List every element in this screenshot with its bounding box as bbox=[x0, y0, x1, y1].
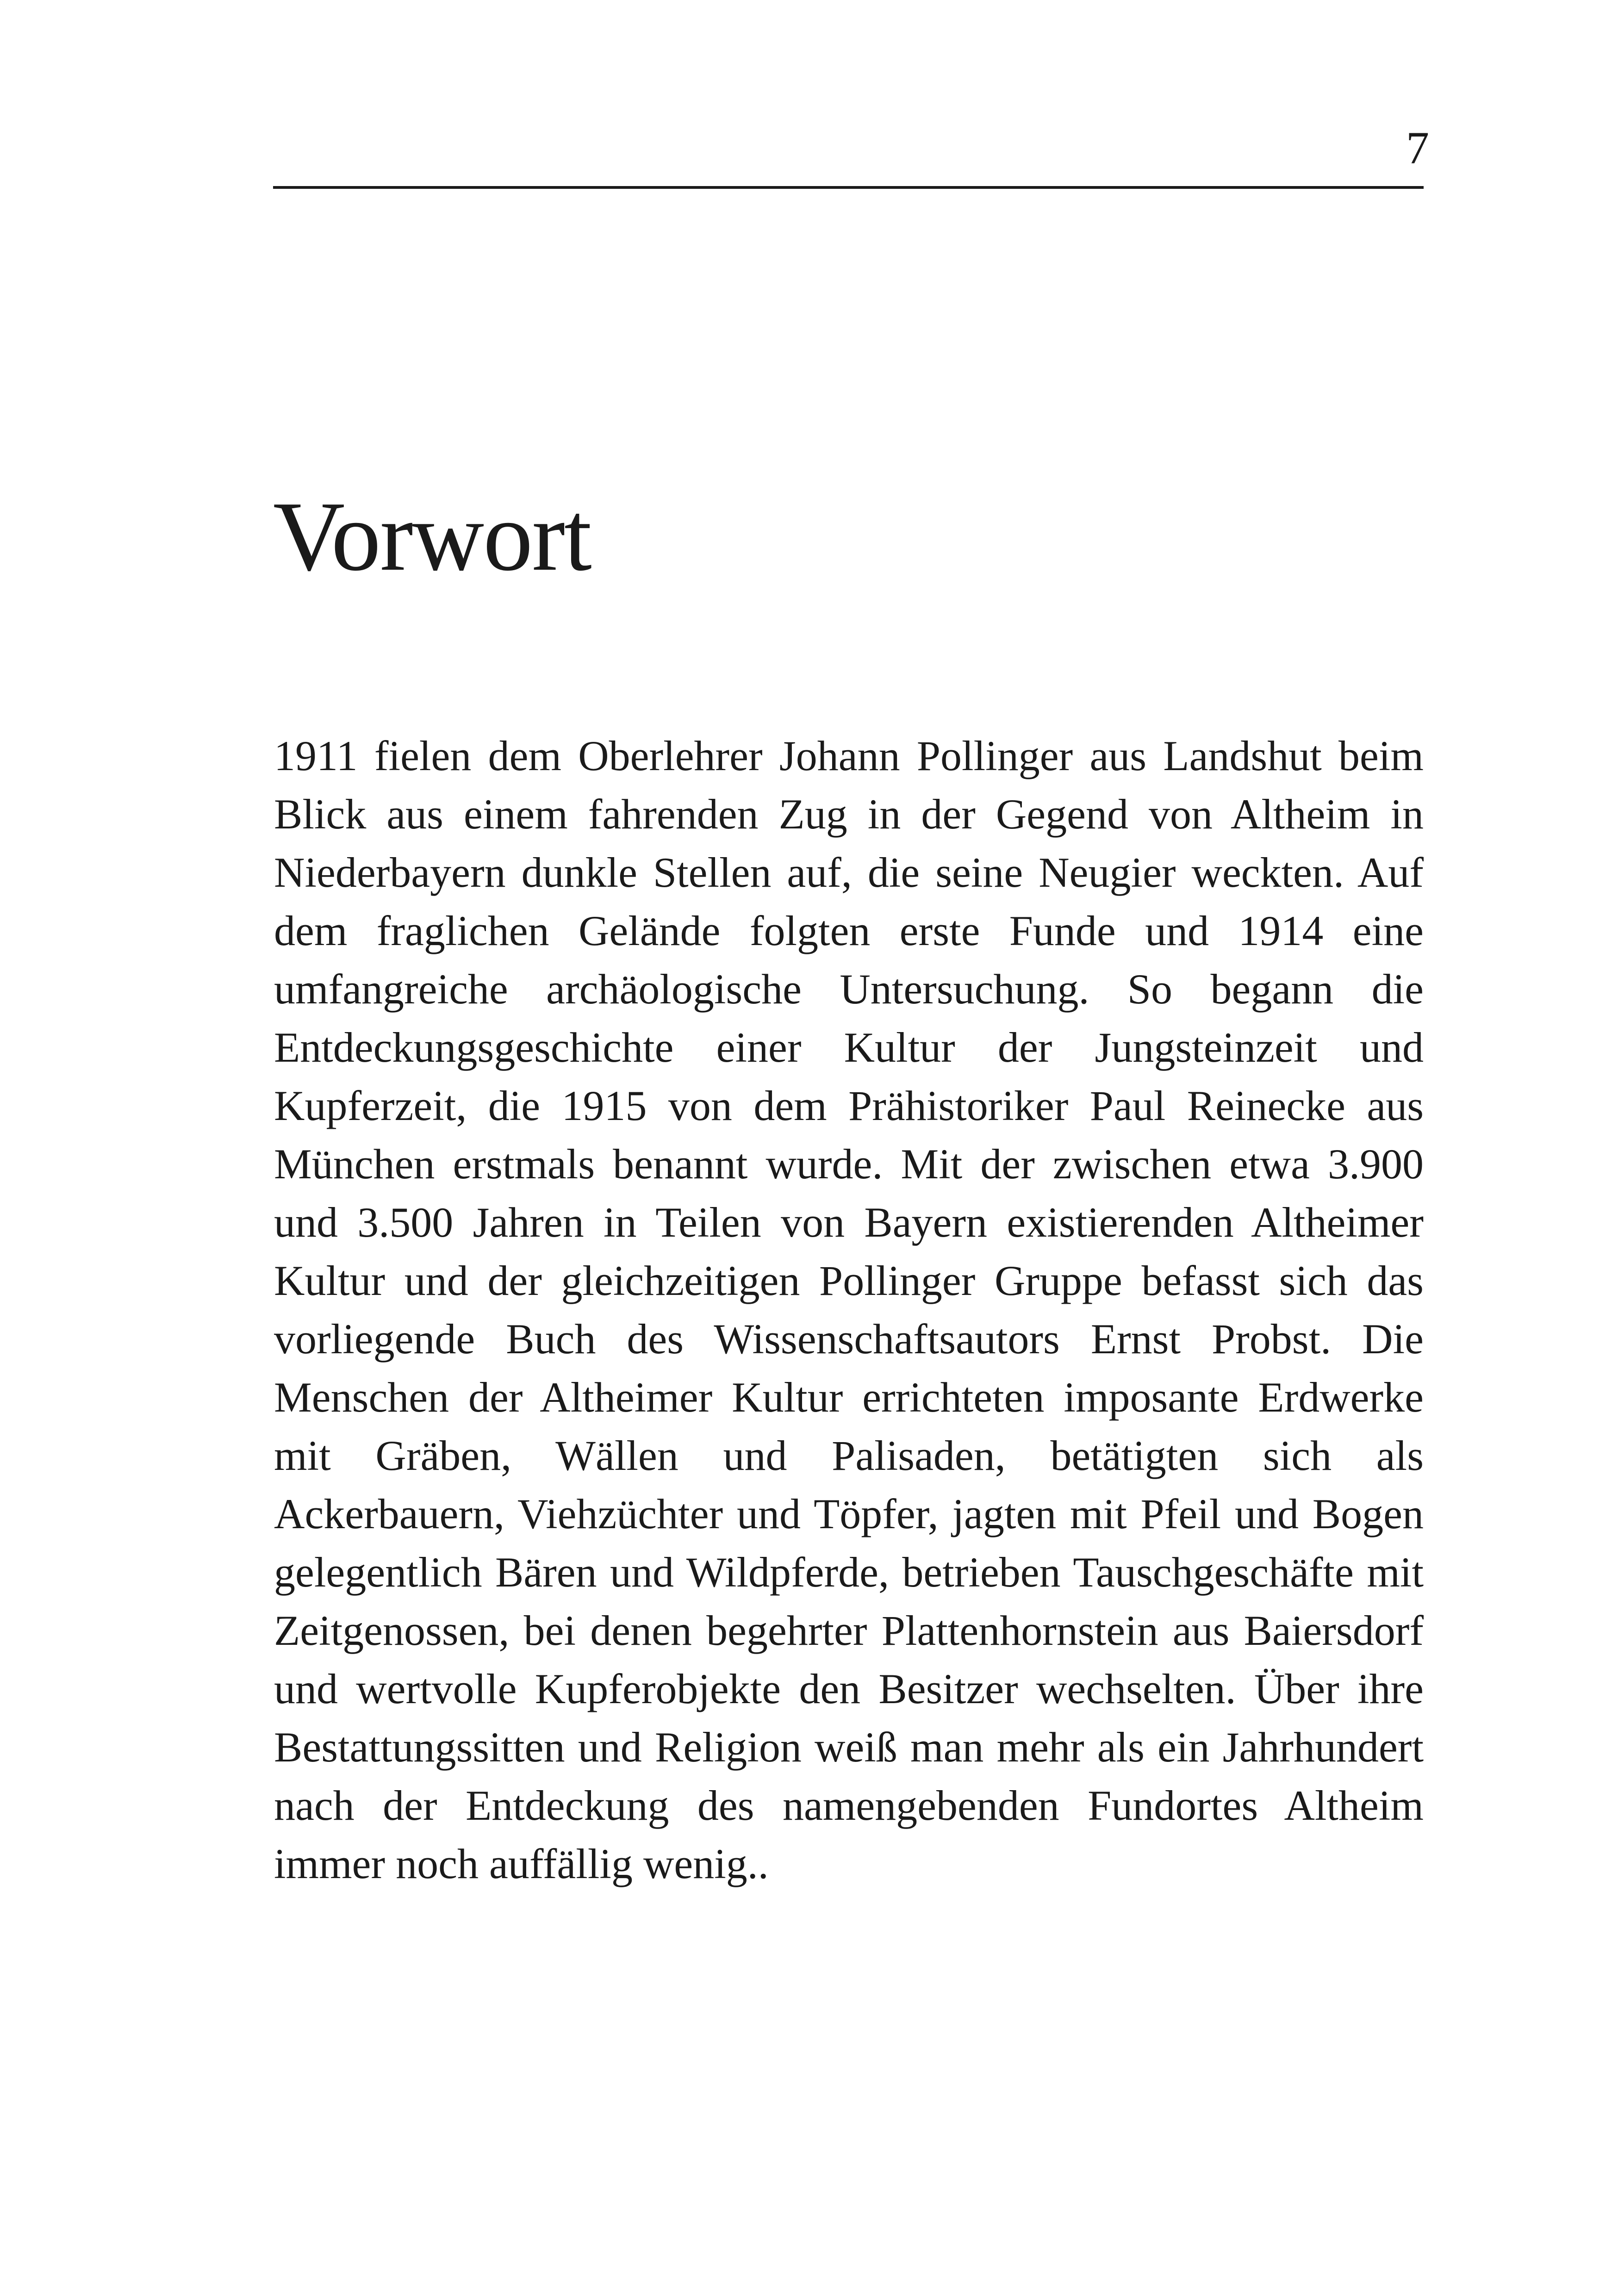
body-paragraph: 1911 fielen dem Oberlehrer Johann Pollinger aus Landshut beim Blick aus einem fahrenden Zug in der Gegend von Altheim in Niederbayern dunkle Stellen auf, die seine Neugier weckten. Auf dem fraglichen Gelände folgten erste Funde und 1914 eine umfangreiche archäologische Untersuchung. So begann die Entdeckungsgeschichte einer Kultur der Jungsteinzeit und Kupferzeit, die 1915 von dem Prähistoriker Paul Reinecke aus München erstmals benannt wurde. Mit der zwischen etwa 3.900 und 3.500 Jahren in Teilen von Bayern existierenden Altheimer Kultur und der gleichzeitigen Pollinger Gruppe befasst sich das vorliegende Buch des Wissenschaftsautors Ernst Probst. Die Menschen der Altheimer Kultur errichteten imposante Erdwerke mit Gräben, Wällen und Palisaden, betätigten sich als Ackerbauern, Viehzüchter und Töpfer, jagten mit Pfeil und Bogen gelegentlich Bären und Wildpferde, betrieben Tauschgeschäfte mit Zeitgenossen, bei denen begehrter Plattenhornstein aus Baiersdorf und wertvolle Kupferobjekte den Besitzer wechselten. Über ihre Bestattungssitten und Religion weiß man mehr als ein Jahrhundert nach der Entdeckung des namengebenden Fundortes Altheim immer noch auffällig wenig.. bbox=[274, 732, 1424, 1887]
header-rule bbox=[273, 186, 1424, 189]
chapter-title: Vorwort bbox=[273, 481, 591, 591]
page-number: 7 bbox=[1406, 122, 1429, 174]
